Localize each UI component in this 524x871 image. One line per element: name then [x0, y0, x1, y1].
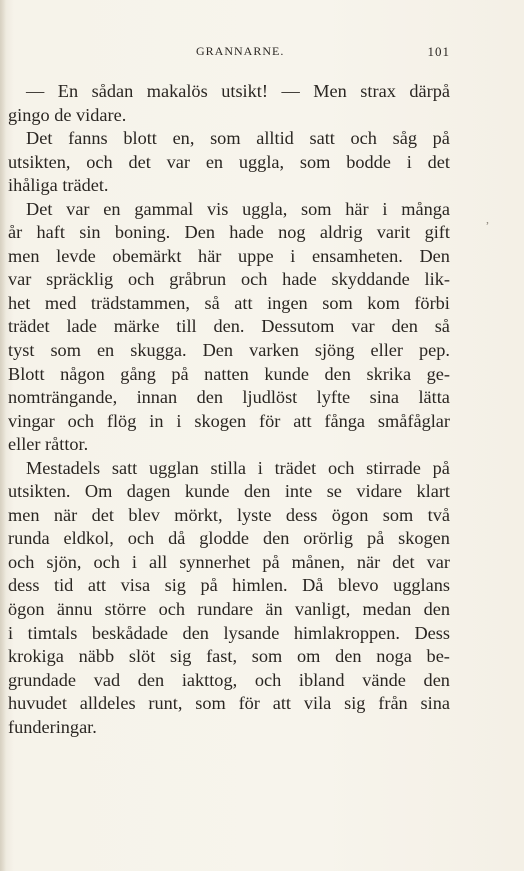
text-line — [8, 504, 450, 528]
word: nog — [278, 222, 306, 243]
word: hade — [229, 222, 264, 243]
word: var — [426, 551, 450, 572]
word: trädstammen, — [90, 292, 190, 313]
word: flög — [106, 410, 137, 431]
word: vände — [362, 669, 406, 690]
word: haft — [36, 222, 65, 243]
word: och — [254, 669, 282, 690]
text-line — [8, 127, 450, 151]
word: Om — [84, 481, 113, 502]
word: ännu — [56, 599, 93, 620]
word: i — [290, 245, 296, 266]
word: när — [53, 504, 78, 525]
word: på — [366, 528, 385, 549]
word: den — [423, 669, 450, 690]
word: Den — [202, 340, 234, 361]
word: och — [240, 269, 268, 290]
word: här — [198, 245, 222, 266]
word: runda — [8, 528, 50, 549]
word: och — [93, 551, 120, 572]
word: i — [382, 198, 388, 219]
word: varit — [376, 222, 411, 243]
word: vingar — [8, 410, 55, 431]
word: bodde — [346, 151, 391, 172]
text-line: eller råttor. — [8, 434, 89, 455]
word: vidare — [356, 481, 403, 502]
word: dagen — [126, 481, 171, 502]
word: såg — [392, 128, 417, 149]
word: var — [351, 316, 375, 337]
word: då — [168, 528, 186, 549]
word: skogen — [194, 410, 247, 431]
word: skugga. — [130, 340, 187, 361]
word: som — [301, 198, 332, 219]
word: månen, — [291, 551, 345, 572]
word: alltid — [256, 128, 294, 149]
word: lysande — [223, 622, 280, 643]
word: runt, — [148, 693, 183, 714]
word: om — [297, 646, 321, 667]
word: synnerhet — [179, 551, 251, 572]
word: ögon — [331, 504, 369, 525]
text-line — [8, 245, 450, 269]
word: år — [8, 222, 23, 243]
body-text — [8, 80, 450, 739]
word: som — [322, 292, 353, 313]
word: på — [171, 363, 189, 384]
text-line — [8, 692, 450, 716]
word: grundade — [8, 669, 77, 690]
text-line — [8, 574, 450, 598]
word: en, — [172, 128, 195, 149]
word: Dess — [414, 622, 450, 643]
word: blev — [128, 504, 160, 525]
word: dess — [285, 504, 318, 525]
word: på — [262, 551, 280, 572]
word: att — [87, 575, 107, 596]
word: lik- — [424, 269, 450, 290]
word: ibland — [298, 669, 345, 690]
word: blott — [123, 128, 157, 149]
word: gång — [120, 363, 156, 384]
word: på — [432, 128, 450, 149]
word: sjöng — [314, 340, 355, 361]
word: gammal — [134, 198, 194, 219]
word: och — [158, 599, 185, 620]
word: Men — [313, 81, 347, 101]
word: kom — [367, 292, 400, 313]
word: att — [272, 693, 292, 714]
word: — — [281, 81, 300, 101]
word: trädet — [8, 316, 50, 337]
word: glodde — [199, 528, 250, 549]
running-head: GRANNARNE. — [196, 44, 285, 58]
text-line — [8, 80, 450, 104]
word: levde — [56, 245, 96, 266]
word: större — [104, 599, 147, 620]
text-line — [8, 527, 450, 551]
word: två — [427, 504, 450, 525]
word: mörkt, — [174, 504, 223, 525]
word: timtals — [27, 622, 78, 643]
word: vad — [93, 669, 121, 690]
word: rundare — [197, 599, 254, 620]
word: aldrig — [319, 222, 363, 243]
word: skogen — [398, 528, 450, 549]
word: med — [44, 292, 77, 313]
word: den — [324, 363, 351, 384]
word: trädet — [274, 457, 317, 478]
word: alldeles — [79, 693, 136, 714]
word: fånga — [324, 410, 366, 431]
word: klart — [416, 481, 450, 502]
text-line: funderingar. — [8, 716, 97, 737]
word: den — [182, 622, 209, 643]
page-header — [8, 44, 450, 64]
word: på — [432, 457, 450, 478]
word: lyste — [236, 504, 272, 525]
word: kunde — [184, 481, 230, 502]
word: och — [8, 551, 35, 572]
word: därpå — [409, 81, 450, 101]
word: boning. — [114, 222, 171, 243]
word: kunde — [264, 363, 310, 384]
word: vila — [303, 693, 332, 714]
text-line — [8, 645, 450, 669]
word: hade — [282, 269, 317, 290]
word: sig — [164, 575, 186, 596]
word: innan — [136, 387, 178, 408]
text-line — [8, 457, 450, 481]
page-number: 101 — [427, 44, 450, 59]
word: nomträngande, — [8, 387, 118, 408]
word: Då — [302, 575, 324, 596]
word: i — [8, 622, 14, 643]
word: tid — [54, 575, 74, 596]
word: den — [196, 387, 223, 408]
word: en — [205, 151, 224, 172]
word: sin — [79, 222, 101, 243]
word: var — [166, 151, 190, 172]
word: och — [327, 457, 355, 478]
word: och — [350, 128, 377, 149]
word: den — [137, 669, 165, 690]
word: huvudet — [8, 693, 67, 714]
word: beskådade — [91, 622, 169, 643]
word: uggla, — [238, 151, 285, 172]
word: uggla, — [242, 198, 288, 219]
text-line — [8, 198, 450, 222]
word: den — [391, 316, 418, 337]
word: krokiga — [8, 646, 64, 667]
text-line — [8, 480, 450, 504]
word: i — [406, 151, 412, 172]
word: i — [131, 551, 137, 572]
word: så — [434, 316, 450, 337]
word: pep. — [419, 340, 450, 361]
word: den — [243, 481, 271, 502]
word: be- — [426, 646, 450, 667]
word: men — [8, 504, 40, 525]
text-line — [8, 315, 450, 339]
word: i — [257, 457, 263, 478]
word: förbi — [414, 292, 450, 313]
word: natten — [204, 363, 249, 384]
word: för — [259, 410, 281, 431]
text-line — [8, 363, 450, 387]
word: det — [427, 151, 450, 172]
word: skrika — [366, 363, 412, 384]
word: sina — [420, 693, 450, 714]
word: när — [356, 551, 381, 572]
word: från — [378, 693, 408, 714]
word: se — [326, 481, 342, 502]
text-line — [8, 669, 450, 693]
word: det — [128, 151, 151, 172]
word: utsikten, — [8, 151, 71, 172]
word: i — [176, 410, 182, 431]
word: lyfte — [316, 387, 351, 408]
word: sjön, — [46, 551, 82, 572]
word: än — [265, 599, 283, 620]
word: så — [204, 292, 220, 313]
word: fast, — [206, 646, 238, 667]
word: ingen — [267, 292, 308, 313]
word: lätta — [418, 387, 450, 408]
word: var — [8, 269, 32, 290]
word: och — [86, 151, 113, 172]
text-line — [8, 551, 450, 575]
word: iakttog, — [181, 669, 238, 690]
word: ugglans — [393, 575, 450, 596]
text-line — [8, 292, 450, 316]
word: lade — [66, 316, 97, 337]
word: var — [66, 198, 90, 219]
text-line — [8, 221, 450, 245]
word: utsikten. — [8, 481, 71, 502]
word: någon — [60, 363, 105, 384]
margin-mark: , — [486, 212, 489, 226]
word: ljudlöst — [242, 387, 298, 408]
word: dess — [8, 575, 40, 596]
text-line: gingo de vidare. — [8, 104, 127, 125]
word: in — [149, 410, 164, 431]
word: blevo — [337, 575, 379, 596]
word: stilla — [210, 457, 247, 478]
word: sig — [344, 693, 366, 714]
word: Dessutom — [261, 316, 335, 337]
word: många — [401, 198, 450, 219]
word: ögon — [8, 599, 45, 620]
word: det — [392, 551, 415, 572]
word: det — [91, 504, 114, 525]
word: spräcklig — [46, 269, 114, 290]
word: obemärkt — [112, 245, 182, 266]
word: som — [299, 151, 331, 172]
word: att — [293, 410, 312, 431]
word: skyddande — [331, 269, 410, 290]
word: den — [423, 599, 450, 620]
word: En — [57, 81, 79, 101]
word: satt — [309, 128, 335, 149]
word: makalös — [146, 81, 208, 101]
word: småfåglar — [377, 410, 450, 431]
word: utsikt! — [221, 81, 268, 101]
word: sina — [369, 387, 400, 408]
word: medan — [362, 599, 412, 620]
word: som — [50, 340, 81, 361]
word: slöt — [128, 646, 156, 667]
word: och — [67, 410, 94, 431]
text-line — [8, 268, 450, 292]
word: den. — [213, 316, 245, 337]
word: ugglan — [148, 457, 199, 478]
word: inte — [284, 481, 313, 502]
word: varken — [249, 340, 299, 361]
word: himlen. — [232, 575, 288, 596]
text-line — [8, 386, 450, 410]
word: den — [262, 528, 290, 549]
word: gråbrun — [169, 269, 227, 290]
word: näbb — [78, 646, 115, 667]
word: fanns — [68, 128, 108, 149]
word: all — [148, 551, 168, 572]
text-line — [8, 598, 450, 622]
word: ge- — [426, 363, 450, 384]
text-line — [8, 339, 450, 363]
word: vis — [206, 198, 229, 219]
word: sådan — [91, 81, 134, 101]
word: till — [176, 316, 197, 337]
word: strax — [360, 81, 396, 101]
word: Blott — [8, 363, 45, 384]
word: Det — [26, 128, 53, 149]
word: på — [200, 575, 218, 596]
word: gift — [424, 222, 450, 243]
text-line — [8, 622, 450, 646]
word: en — [96, 340, 115, 361]
word: Den — [419, 245, 450, 266]
text-line — [8, 151, 450, 175]
word: som — [210, 128, 241, 149]
word: himlakroppen. — [293, 622, 400, 643]
word: Mestadels — [26, 457, 101, 478]
word: visa — [120, 575, 151, 596]
word: som — [195, 693, 226, 714]
text-line — [8, 410, 450, 434]
spine-shadow — [0, 0, 6, 871]
word: som — [251, 646, 283, 667]
word: Den — [184, 222, 215, 243]
word: här — [345, 198, 369, 219]
word: men — [8, 245, 40, 266]
word: orörlig — [303, 528, 354, 549]
word: för — [238, 693, 260, 714]
word: stirrade — [366, 457, 421, 478]
word: — — [26, 81, 45, 101]
word: vanligt, — [294, 599, 351, 620]
word: Det — [26, 198, 53, 219]
word: som — [382, 504, 414, 525]
word: satt — [111, 457, 138, 478]
word: eller — [370, 340, 403, 361]
word: sig — [170, 646, 192, 667]
word: att — [234, 292, 253, 313]
word: tyst — [8, 340, 35, 361]
word: uppe — [238, 245, 274, 266]
word: märke — [113, 316, 160, 337]
word: het — [8, 292, 31, 313]
word: eldkol, — [63, 528, 114, 549]
word: en — [103, 198, 121, 219]
word: och — [127, 528, 155, 549]
word: ensamheten. — [311, 245, 403, 266]
word: noga — [376, 646, 412, 667]
text-line: ihåliga trädet. — [8, 175, 109, 196]
word: den — [335, 646, 362, 667]
word: och — [128, 269, 155, 290]
